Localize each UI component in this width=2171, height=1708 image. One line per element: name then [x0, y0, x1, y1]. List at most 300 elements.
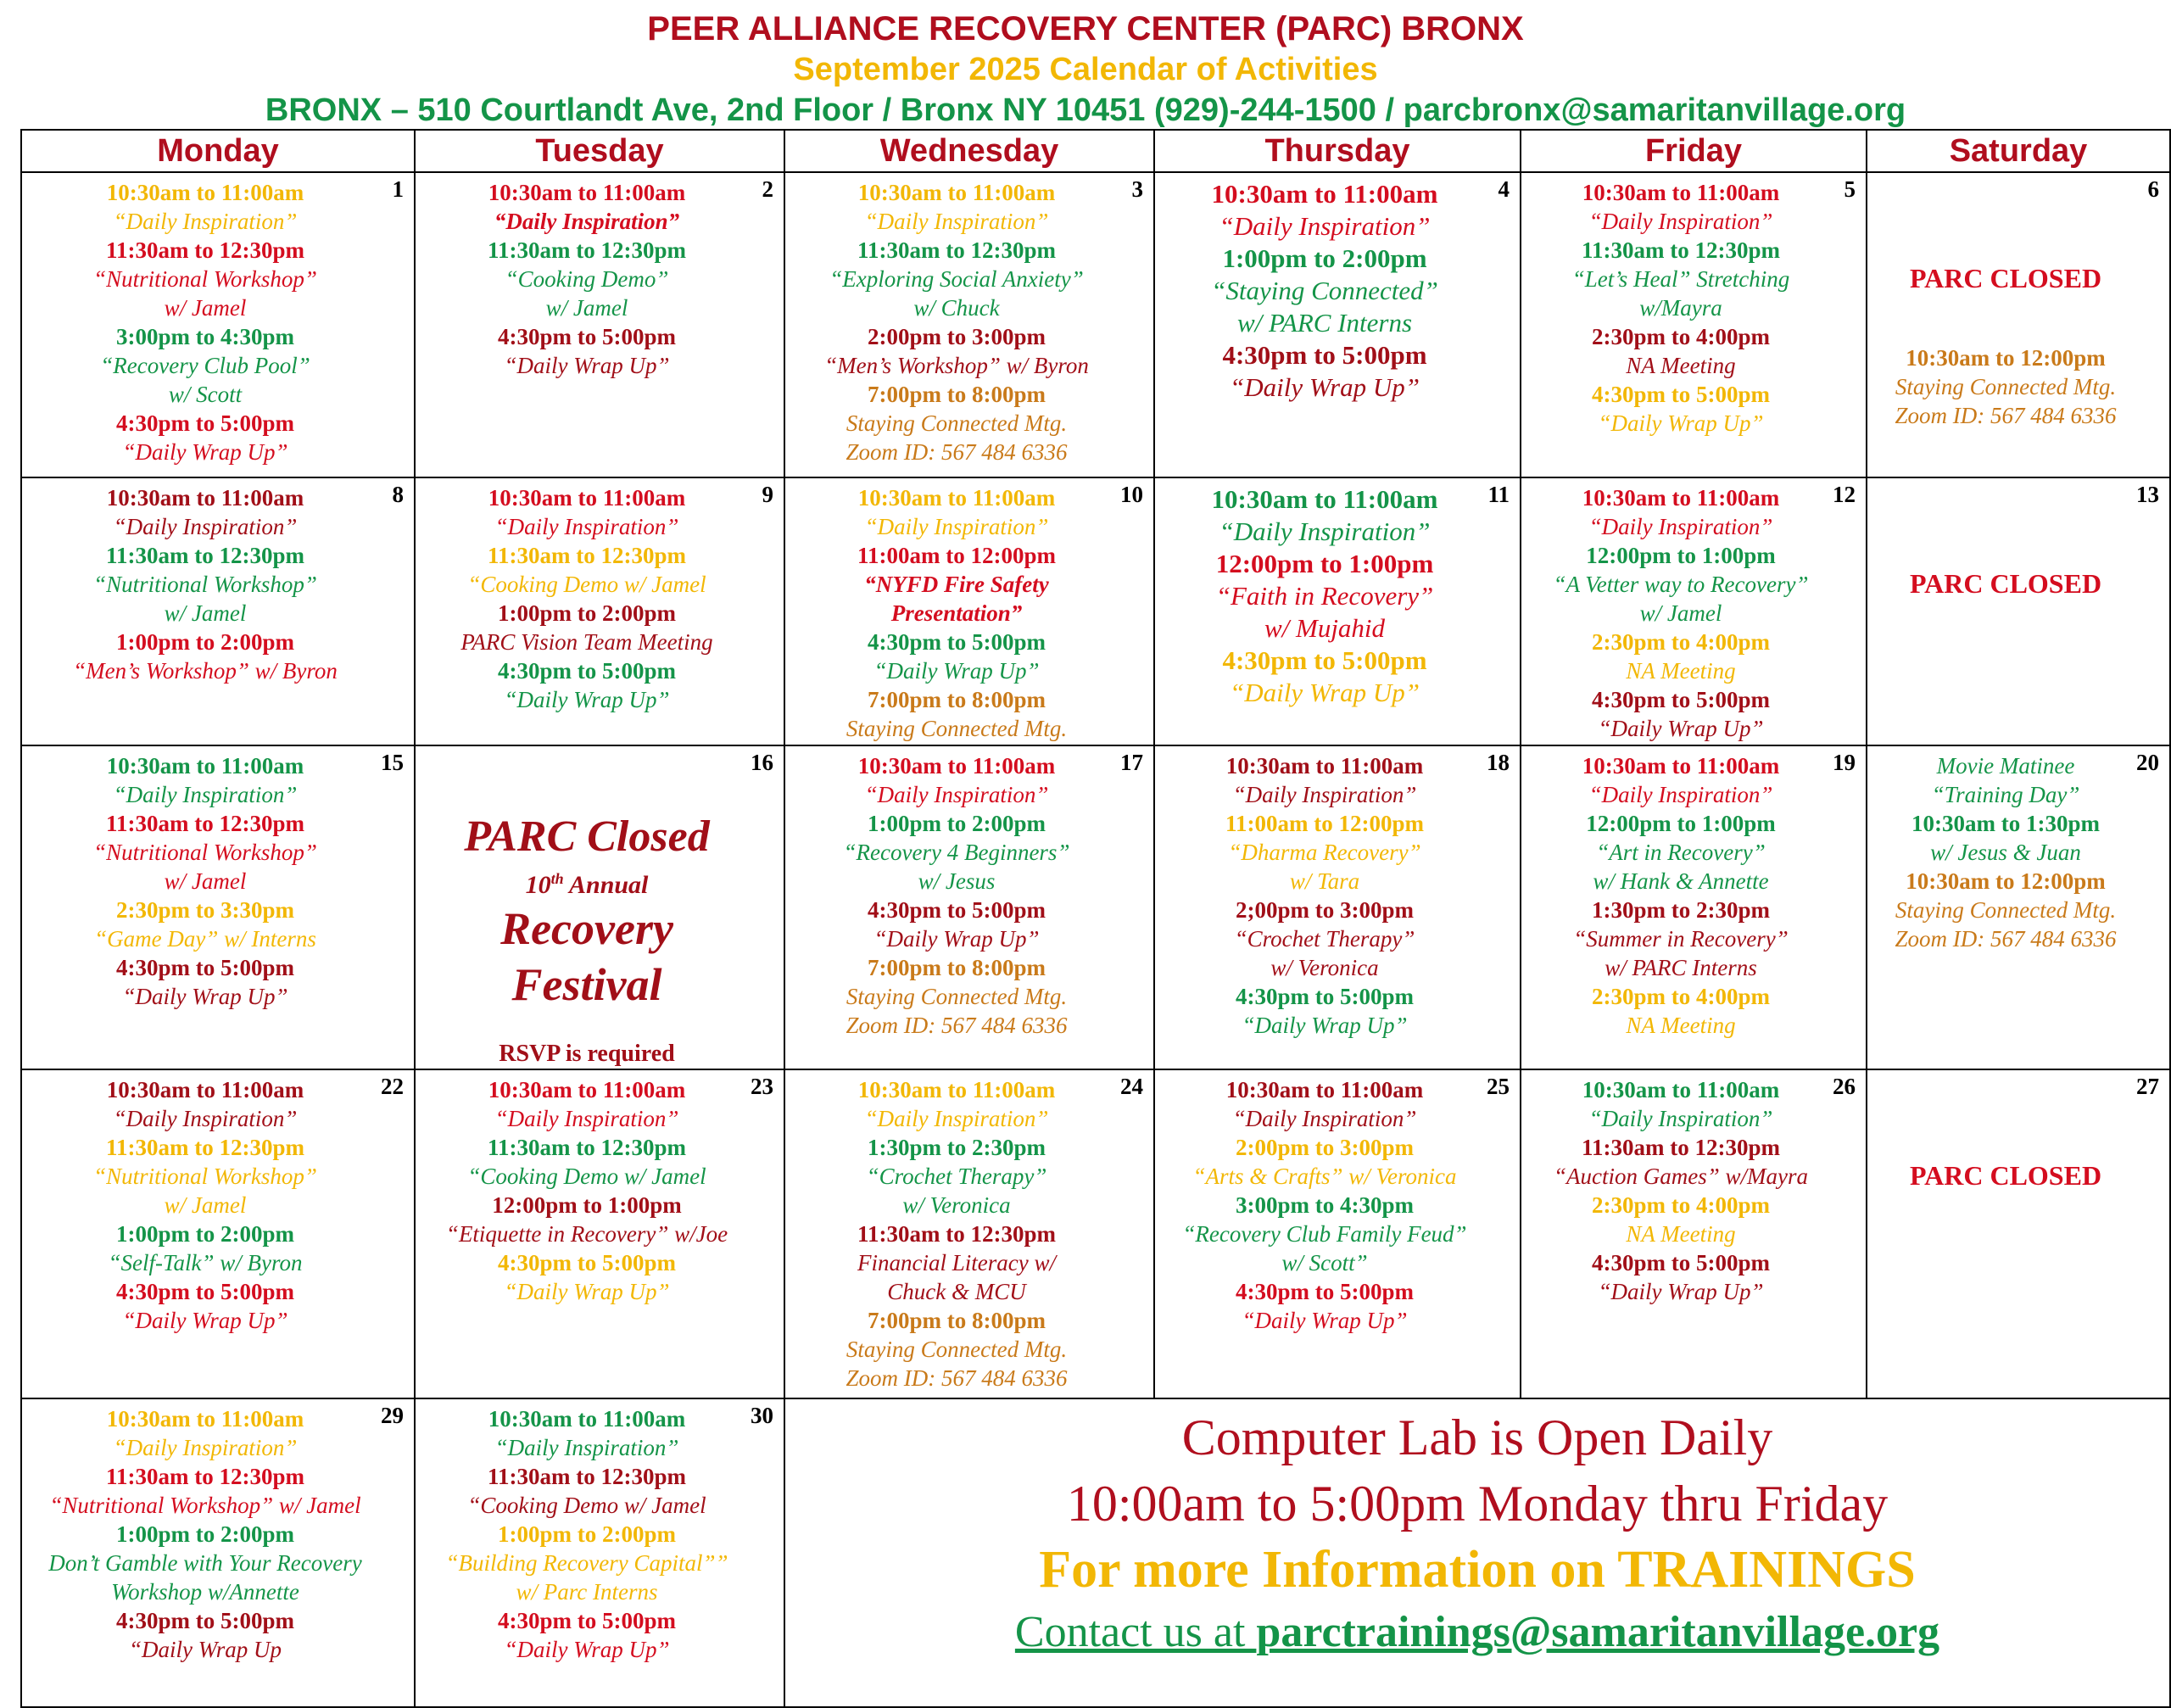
computer-lab-heading: Computer Lab is Open Daily	[1181, 1409, 1773, 1465]
day-cell	[415, 1398, 784, 1707]
event-time: 11:30am to 12:30pm	[1582, 1135, 1780, 1160]
event-list	[1526, 1075, 1835, 1306]
event	[1160, 896, 1489, 982]
event	[421, 322, 753, 380]
event	[790, 809, 1123, 896]
event	[421, 541, 753, 599]
event-description: Staying Connected Mtg.	[846, 716, 1068, 741]
event-time: 1:00pm to 2:00pm	[116, 629, 294, 655]
event	[790, 322, 1123, 380]
event-description: “Daily Inspiration”	[1588, 209, 1773, 234]
event-description: w/ PARC Interns	[1605, 955, 1757, 980]
event	[27, 1277, 383, 1335]
closed-notice: PARC CLOSED	[1909, 263, 2102, 293]
day-events	[1867, 746, 2169, 953]
day-number: 8	[392, 482, 404, 507]
event-time: 11:30am to 12:30pm	[857, 1221, 1056, 1247]
event-time: 4:30pm to 5:00pm	[116, 410, 294, 436]
day-number: 30	[751, 1403, 773, 1428]
day-number: 29	[381, 1403, 404, 1428]
event-description: Don’t Gamble with Your Recovery	[48, 1550, 362, 1576]
info-box	[785, 1399, 2169, 1662]
day-number: 25	[1487, 1074, 1510, 1099]
event-description: “NYFD Fire Safety	[864, 572, 1049, 597]
event-time: 10:30am to 11:00am	[1211, 179, 1438, 209]
day-number: 4	[1498, 176, 1510, 202]
event-description: w/ PARC Interns	[1236, 308, 1413, 338]
event-time: 11:30am to 12:30pm	[488, 1464, 686, 1489]
event-description: “Daily Inspiration”	[113, 514, 298, 539]
event	[1872, 867, 2139, 953]
day-cell	[1521, 172, 1867, 477]
event-time: 10:30am to 1:30pm	[1911, 811, 2100, 836]
event-description: “Cooking Demo w/ Jamel	[467, 572, 706, 597]
event	[790, 628, 1123, 685]
event	[421, 236, 753, 322]
day-cell	[1154, 1069, 1521, 1398]
day-cell	[415, 477, 784, 745]
event-list	[1160, 178, 1489, 404]
event-description: “Recovery 4 Beginners”	[843, 840, 1070, 865]
event-description: “Daily Inspiration”	[864, 209, 1049, 234]
event-time: 7:00pm to 8:00pm	[868, 1308, 1046, 1333]
event	[421, 1133, 753, 1191]
event-list	[27, 751, 383, 1011]
event	[1872, 809, 2139, 867]
weekday-header: Wednesday	[784, 130, 1154, 172]
event-time: 10:30am to 11:00am	[106, 753, 304, 779]
event-time: 10:30am to 11:00am	[1582, 1077, 1780, 1102]
event-description: “Daily Inspiration”	[113, 1435, 298, 1460]
event-time: 11:30am to 12:30pm	[106, 1135, 304, 1160]
event	[1160, 751, 1489, 809]
event	[421, 599, 753, 656]
event	[1526, 896, 1835, 982]
event-description: w/ Jamel	[164, 1192, 247, 1218]
event-time: 10:30am to 11:00am	[106, 1077, 304, 1102]
event-time: 1:00pm to 2:00pm	[498, 1521, 676, 1547]
event-time: 10:30am to 11:00am	[488, 180, 686, 205]
event-time: 11:30am to 12:30pm	[857, 237, 1056, 263]
event-time: 10:30am to 11:00am	[857, 485, 1056, 511]
festival-number: 10	[525, 871, 551, 899]
weekday-header: Monday	[21, 130, 415, 172]
event-description: “Cooking Demo w/ Jamel	[467, 1164, 706, 1189]
event-list	[1526, 178, 1835, 438]
event-description: “Daily Wrap Up”	[873, 926, 1040, 952]
event-time: 10:30am to 12:00pm	[1906, 868, 2106, 894]
event-time: 4:30pm to 5:00pm	[1236, 984, 1414, 1009]
event-description: w/ Veronica	[902, 1192, 1011, 1218]
event	[1160, 982, 1489, 1040]
event-description: “Cooking Demo”	[505, 266, 669, 292]
event-description: “Daily Inspiration”	[1219, 211, 1431, 241]
event-time: 10:30am to 11:00am	[1225, 753, 1424, 779]
event-description: “Daily Inspiration”	[113, 782, 298, 807]
event-description: “Men’s Workshop” w/ Byron	[824, 353, 1089, 378]
event	[1526, 685, 1835, 743]
event-time: 4:30pm to 5:00pm	[498, 1608, 676, 1633]
event-description: “A Vetter way to Recovery”	[1553, 572, 1809, 597]
event-time: 2:30pm to 3:30pm	[116, 897, 294, 923]
event-time: 10:30am to 11:00am	[857, 180, 1056, 205]
event-description: “Daily Inspiration”	[1588, 782, 1773, 807]
event	[1526, 1191, 1835, 1248]
event-time: 4:30pm to 5:00pm	[1592, 687, 1770, 712]
event-description: “Art in Recovery”	[1596, 840, 1766, 865]
event-time: 2:30pm to 4:00pm	[1592, 984, 1770, 1009]
event	[1526, 322, 1835, 380]
event	[1526, 236, 1835, 322]
day-events	[22, 173, 414, 466]
event-description: Movie Matinee	[1936, 753, 2075, 779]
festival-notice	[421, 751, 753, 1069]
event-time: 11:30am to 12:30pm	[106, 1464, 304, 1489]
weekday-header: Tuesday	[415, 130, 784, 172]
day-events	[785, 1070, 1153, 1393]
event-time: 10:30am to 11:00am	[106, 180, 304, 205]
day-events	[22, 478, 414, 685]
event-time: 1:00pm to 2:00pm	[868, 811, 1046, 836]
event-list	[790, 1075, 1123, 1393]
event	[27, 628, 383, 685]
event	[1526, 541, 1835, 628]
day-cell	[1867, 1069, 2170, 1398]
event-time: 4:30pm to 5:00pm	[868, 897, 1046, 923]
event	[1160, 483, 1489, 548]
festival-annual: Annual	[563, 871, 649, 899]
closed-notice: PARC CLOSED	[1909, 1160, 2102, 1191]
event-description: “Daily Wrap Up”	[122, 1308, 288, 1333]
event-description: “Daily Inspiration”	[494, 1106, 679, 1131]
event	[27, 1404, 383, 1462]
event	[421, 1606, 753, 1664]
event-description: “Building Recovery Capital””	[445, 1550, 728, 1576]
event	[27, 322, 383, 409]
event-time: 2:30pm to 4:00pm	[1592, 629, 1770, 655]
event-time: 11:30am to 12:30pm	[488, 1135, 686, 1160]
event	[27, 809, 383, 896]
event-description: Staying Connected Mtg.	[846, 1337, 1068, 1362]
event-time: 10:30am to 11:00am	[488, 1077, 686, 1102]
day-cell	[21, 172, 415, 477]
day-cell	[1154, 745, 1521, 1069]
event-description: w/ Jamel	[164, 295, 247, 321]
event	[27, 751, 383, 809]
event-time: 11:30am to 12:30pm	[106, 811, 304, 836]
event-description: w/ Hank & Annette	[1593, 868, 1769, 894]
contact-line	[785, 1603, 2169, 1662]
day-number: 24	[1120, 1074, 1143, 1099]
day-events	[1867, 478, 2169, 600]
event	[27, 1075, 383, 1133]
event-time: 2:30pm to 4:00pm	[1592, 324, 1770, 349]
event	[1160, 645, 1489, 709]
day-cell	[1867, 477, 2170, 745]
event-description: “Nutritional Workshop”	[93, 572, 317, 597]
day-number: 9	[762, 482, 773, 507]
day-number: 1	[392, 176, 404, 202]
day-events	[1155, 1070, 1520, 1335]
event-time: 12:00pm to 1:00pm	[1215, 549, 1434, 578]
event-time: 1:00pm to 2:00pm	[498, 600, 676, 626]
event-list	[421, 483, 753, 714]
rsvp-note: RSVP is required	[499, 1041, 675, 1067]
event	[1872, 751, 2139, 809]
day-number: 22	[381, 1074, 404, 1099]
event	[27, 1520, 383, 1606]
event-time: 7:00pm to 8:00pm	[868, 687, 1046, 712]
day-number: 2	[762, 176, 773, 202]
event-description: “Daily Wrap Up”	[1230, 372, 1420, 402]
event-time: 11:00am to 12:00pm	[1225, 811, 1424, 836]
event	[790, 1133, 1123, 1220]
event	[790, 1075, 1123, 1133]
weekday-header: Thursday	[1154, 130, 1521, 172]
event-time: 4:30pm to 5:00pm	[116, 955, 294, 980]
day-events	[1867, 1070, 2169, 1192]
event-description: “Daily Wrap Up”	[1242, 1013, 1408, 1038]
event-time: 12:00pm to 1:00pm	[1586, 543, 1776, 568]
event-description: w/ Scott”	[1281, 1250, 1368, 1275]
event-list	[1872, 294, 2139, 430]
computer-lab-hours: 10:00am to 5:00pm Monday thru Friday	[1066, 1476, 1889, 1532]
contact-prefix: Contact us at	[1014, 1608, 1257, 1656]
event-description: “Auction Games” w/Mayra	[1554, 1164, 1808, 1189]
event-time: 2:30pm to 4:00pm	[1592, 1192, 1770, 1218]
event-time: 2:00pm to 3:00pm	[1236, 1135, 1414, 1160]
event	[421, 178, 753, 236]
festival-ordinal: th	[550, 870, 564, 887]
event-description: w/ Jesus & Juan	[1930, 840, 2081, 865]
event-time: 4:30pm to 5:00pm	[498, 324, 676, 349]
day-cell	[1154, 477, 1521, 745]
event-time: 3:00pm to 4:30pm	[116, 324, 294, 349]
event	[1526, 178, 1835, 236]
event-time: 4:30pm to 5:00pm	[1222, 340, 1427, 370]
event	[1160, 1075, 1489, 1133]
event-time: 10:30am to 12:00pm	[1906, 345, 2106, 371]
festival-closed-title: PARC Closed	[464, 812, 710, 861]
event-description: Zoom ID: 567 484 6336	[1895, 403, 2117, 428]
event-time: 11:30am to 12:30pm	[1582, 237, 1780, 263]
event-description: “Daily Inspiration”	[113, 1106, 298, 1131]
event	[421, 1520, 753, 1606]
event	[1526, 380, 1835, 438]
event	[1526, 628, 1835, 685]
event-time: 12:00pm to 1:00pm	[1586, 811, 1776, 836]
event-list	[790, 483, 1123, 743]
event-description: w/ Jamel	[1639, 600, 1722, 626]
day-cell	[415, 745, 784, 1069]
event-description: NA Meeting	[1626, 658, 1736, 684]
event-time: 11:00am to 12:00pm	[857, 543, 1056, 568]
day-cell	[1154, 172, 1521, 477]
event-list	[790, 178, 1123, 466]
day-events	[1155, 478, 1520, 709]
event-description: w/ Scott	[168, 382, 243, 407]
event	[27, 483, 383, 541]
event-time: 10:30am to 11:00am	[857, 1077, 1056, 1102]
event	[27, 409, 383, 466]
event-description: “Daily Wrap Up”	[1598, 410, 1764, 436]
event-list	[421, 1075, 753, 1306]
event-time: 4:30pm to 5:00pm	[868, 629, 1046, 655]
event-description: “Let’s Heal” Stretching	[1571, 266, 1790, 292]
event	[790, 953, 1123, 1040]
event-description: “Daily Wrap Up”	[122, 439, 288, 465]
event	[1160, 339, 1489, 404]
event-time: 4:30pm to 5:00pm	[498, 658, 676, 684]
calendar-grid	[20, 129, 2171, 1708]
day-events	[416, 746, 784, 1069]
closed-notice: PARC CLOSED	[1909, 568, 2102, 599]
weekday-header: Saturday	[1867, 130, 2170, 172]
event-list	[1160, 1075, 1489, 1335]
event-description: “Daily Wrap Up”	[1242, 1308, 1408, 1333]
event-description: “Arts & Crafts” w/ Veronica	[1192, 1164, 1457, 1189]
event	[27, 1133, 383, 1220]
event-time: 10:30am to 11:00am	[857, 753, 1056, 779]
event-time: 11:30am to 12:30pm	[106, 237, 304, 263]
event	[1160, 1191, 1489, 1277]
event	[27, 541, 383, 628]
event	[790, 236, 1123, 322]
event-description: Zoom ID: 567 484 6336	[846, 1365, 1068, 1391]
event-list	[1526, 483, 1835, 743]
event-description: w/ Jamel	[164, 600, 247, 626]
event-time: 1:00pm to 2:00pm	[116, 1521, 294, 1547]
event-time: 11:30am to 12:30pm	[106, 543, 304, 568]
event-description: “Etiquette in Recovery” w/Joe	[445, 1221, 728, 1247]
week-row	[21, 1069, 2170, 1398]
event-description: “Daily Inspiration”	[494, 209, 680, 234]
event-description: “Self-Talk” w/ Byron	[108, 1250, 303, 1275]
event-description: “Recovery Club Family Feud”	[1182, 1221, 1467, 1247]
event-time: 2:00pm to 3:00pm	[868, 324, 1046, 349]
event-description: Staying Connected Mtg.	[846, 984, 1068, 1009]
day-events	[1521, 1070, 1866, 1306]
calendar-header	[0, 0, 2171, 131]
event-description: Staying Connected Mtg.	[1895, 374, 2117, 399]
event-description: w/ Mujahid	[1264, 613, 1386, 643]
event-description: “Daily Wrap Up”	[1598, 1279, 1764, 1304]
event	[27, 178, 383, 236]
event-time: 10:30am to 11:00am	[488, 1406, 686, 1432]
day-events	[1155, 173, 1520, 404]
week-row	[21, 745, 2170, 1069]
event	[421, 1248, 753, 1306]
event-description: “Daily Wrap Up	[128, 1637, 282, 1662]
weekday-header-row	[21, 130, 2170, 172]
day-number: 20	[2136, 750, 2159, 775]
event-time: 1:00pm to 2:00pm	[116, 1221, 294, 1247]
event	[790, 1306, 1123, 1393]
event-time: 4:30pm to 5:00pm	[1592, 382, 1770, 407]
calendar-subtitle: September 2025 Calendar of Activities	[793, 52, 1378, 87]
event-list	[27, 1404, 383, 1664]
day-cell	[1867, 745, 2170, 1069]
event-description: PARC Vision Team Meeting	[460, 629, 713, 655]
event-description: “Nutritional Workshop”	[93, 1164, 317, 1189]
event-list	[27, 178, 383, 466]
day-cell	[415, 1069, 784, 1398]
event	[790, 685, 1123, 743]
event-time: 4:30pm to 5:00pm	[1236, 1279, 1414, 1304]
festival-name: Recovery Festival	[500, 903, 673, 1010]
contact-email-link[interactable]: parctrainings@samaritanvillage.org	[1256, 1608, 1940, 1656]
day-events	[1155, 746, 1520, 1040]
event	[1160, 243, 1489, 339]
day-cell	[1867, 172, 2170, 477]
day-cell	[1521, 477, 1867, 745]
week-row	[21, 477, 2170, 745]
event	[421, 1075, 753, 1133]
day-number: 17	[1120, 750, 1143, 775]
day-events	[1867, 173, 2169, 430]
event-time: 4:30pm to 5:00pm	[498, 1250, 676, 1275]
week-row	[21, 172, 2170, 477]
event	[421, 1404, 753, 1462]
event	[790, 483, 1123, 541]
event	[790, 896, 1123, 953]
center-address: BRONX – 510 Courtlandt Ave, 2nd Floor / Bronx NY 10451 (929)-244-1500 / parcbronx@samaritanvillage.org	[265, 92, 1906, 128]
day-cell	[784, 745, 1154, 1069]
event-time: 4:30pm to 5:00pm	[1592, 1250, 1770, 1275]
event-description: Presentation”	[890, 600, 1023, 626]
event-description: “Daily Inspiration”	[864, 782, 1049, 807]
event-time: 10:30am to 11:00am	[1225, 1077, 1424, 1102]
event-description: Zoom ID: 567 484 6336	[1895, 926, 2117, 952]
event-time: 4:30pm to 5:00pm	[1222, 645, 1427, 675]
event-description: Zoom ID: 567 484 6336	[846, 439, 1068, 465]
day-events	[1521, 173, 1866, 438]
event-description: Workshop w/Annette	[111, 1579, 299, 1605]
event-description: “Nutritional Workshop”	[93, 840, 317, 865]
event-description: “Cooking Demo w/ Jamel	[467, 1493, 706, 1518]
event	[1160, 1133, 1489, 1191]
day-events	[1521, 746, 1866, 1040]
event-description: “Training Day”	[1931, 782, 2080, 807]
event	[27, 1462, 383, 1520]
day-number: 3	[1131, 176, 1143, 202]
event-description: NA Meeting	[1626, 353, 1736, 378]
day-events	[785, 173, 1153, 466]
event-description: “Daily Inspiration”	[1219, 516, 1431, 546]
day-cell	[21, 1398, 415, 1707]
event-description: w/ Parc Interns	[516, 1579, 658, 1605]
event-time: 7:00pm to 8:00pm	[868, 382, 1046, 407]
event	[1526, 751, 1835, 809]
event	[27, 953, 383, 1011]
event-time: 2;00pm to 3:00pm	[1236, 897, 1414, 923]
day-number: 15	[381, 750, 404, 775]
event-description: “Daily Inspiration”	[1232, 1106, 1417, 1131]
event-description: Zoom ID: 567 484 6336	[846, 1013, 1068, 1038]
event	[790, 1220, 1123, 1306]
event-time: 10:30am to 11:00am	[1582, 180, 1780, 205]
event-description: “Summer in Recovery”	[1573, 926, 1789, 952]
day-events	[416, 173, 784, 380]
day-number: 27	[2136, 1074, 2159, 1099]
event-description: “Daily Inspiration”	[1232, 782, 1417, 807]
day-events	[22, 746, 414, 1011]
event-list	[421, 178, 753, 380]
event-description: “Staying Connected”	[1211, 276, 1438, 305]
week-row	[21, 1398, 2170, 1707]
day-cell	[21, 1069, 415, 1398]
day-number: 26	[1833, 1074, 1856, 1099]
